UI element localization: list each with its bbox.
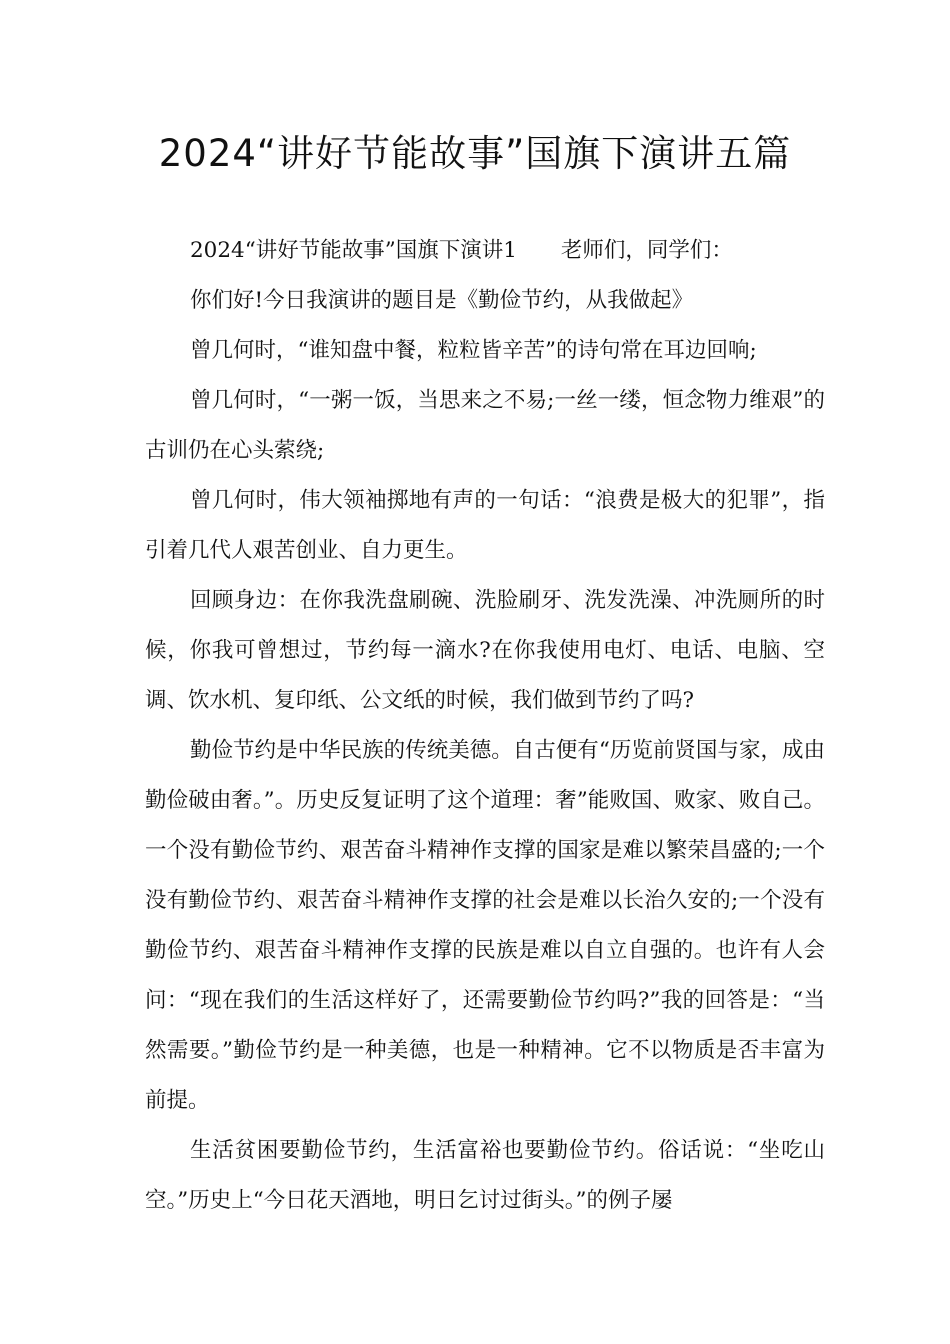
paragraph: 曾几何时，伟大领袖掷地有声的一句话：“浪费是极大的犯罪”，指引着几代人艰苦创业、自力更生。 <box>145 488 825 563</box>
paragraph: 曾几何时，“一粥一饭，当思来之不易;一丝一缕，恒念物力维艰”的古训仍在心头萦绕; <box>145 388 825 463</box>
opening-line <box>145 226 825 276</box>
speech-heading: 2024“讲好节能故事”国旗下演讲1 <box>190 238 517 263</box>
paragraph: 你们好!今日我演讲的题目是《勤俭节约，从我做起》 <box>190 288 694 313</box>
paragraph: 回顾身边：在你我洗盘刷碗、洗脸刷牙、洗发洗澡、冲洗厕所的时候，你我可曾想过，节约每一滴水?在你我使用电灯、电话、电脑、空调、饮水机、复印纸、公文纸的时候，我们做到节约了吗? <box>145 588 825 713</box>
paragraph: 勤俭节约是中华民族的传统美德。自古便有“历览前贤国与家，成由勤俭破由奢。”。历史反复证明了这个道理：奢”能败国、败家、败自己。一个没有勤俭节约、艰苦奋斗精神作支撑的国家是难以繁荣昌盛的;一个没有勤俭节约、艰苦奋斗精神作支撑的社会是难以长治久安的;一个没有勤俭节约、艰苦奋斗精神作支撑的民族是难以自立自强的。也许有人会问：“现在我们的生活这样好了，还需要勤俭节约吗?”我的回答是：“当然需要。”勤俭节约是一种美德，也是一种精神。它不以物质是否丰富为前提。 <box>145 738 825 1113</box>
paragraph: 生活贫困要勤俭节约，生活富裕也要勤俭节约。俗话说：“坐吃山空。”历史上“今日花天酒地，明日乞讨过街头。”的例子屡 <box>145 1138 825 1213</box>
paragraph: 曾几何时，“谁知盘中餐，粒粒皆辛苦”的诗句常在耳边回响; <box>190 338 757 363</box>
document-body <box>145 226 825 1226</box>
salutation: 老师们，同学们： <box>560 238 733 263</box>
document-title: 2024“讲好节能故事”国旗下演讲五篇 <box>158 132 792 175</box>
